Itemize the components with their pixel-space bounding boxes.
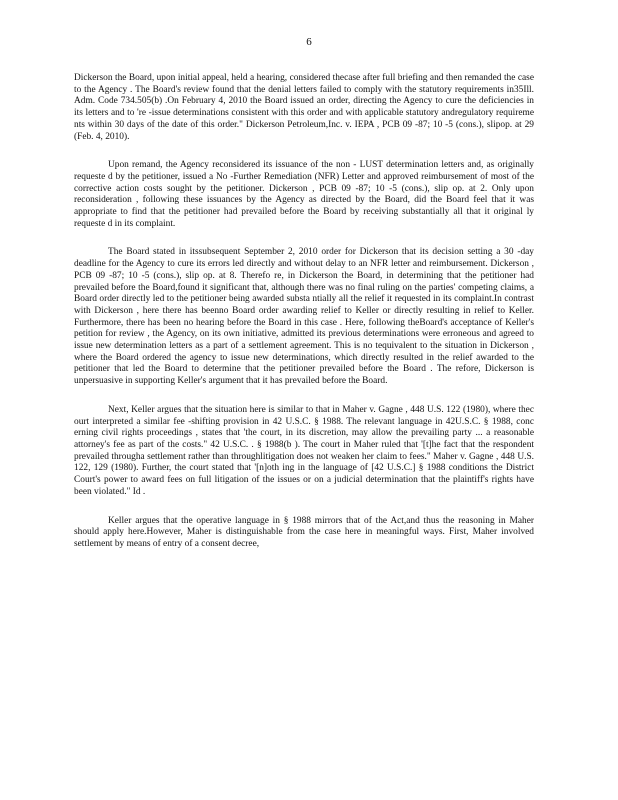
paragraph-maher-v-gagne: Next, Keller argues that the situation here is similar to that in Maher v. Gagne , 448 U.S. 122 (1980), where thec ourt interpreted a similar fee -shifting provision in 42 U.S.C. § 1988. The relevant language in 42U.S.C. § 1988, conc erning civil rights proceedings , states that 'the court, in its discretion, may allow the prevailing party ... a reasonable attorney's fee as part of the costs." 42 U.S.C. . § 1988(b ). The court in Maher ruled that '[t]he fact that the respondent prevailed througha settlement rather than throughlitigation does not weaken her claim to fees." Maher v. Gagne , 448 U.S. 122, 129 (1980). Further, the court stated that '[n]oth ing in the language of [42 U.S.C.] § 1988 conditions the District Court's power to award fees on full litigation of the issues or on a judicial determination that the plaintiff's rights have been violated." Id . <box>74 404 534 497</box>
page-number: 6 <box>306 36 312 48</box>
paragraph-operative-language: Keller argues that the operative language in § 1988 mirrors that of the Act,and thus the reasoning in Maher should apply here.However, Maher is distinguishable from the case here in meaningful ways. First, Maher involved settlement by means of entry of a consent decree, <box>74 515 534 549</box>
paragraph-remand: Upon remand, the Agency reconsidered its issuance of the non - LUST determination letters and, as originally requeste d by the petitioner, issued a No -Further Remediation (NFR) Letter and approved reimbursement of most of the corrective action costs sought by the petitioner. Dickerson , PCB 09 -87; 10 -5 (cons.), slip op. at 2. Only upon reconsideration , following these issuances by the Agency as directed by the Board, did the Board feel that it was appropriate to find that the petitioner had prevailed before the Board by receiving substantially all that it original ly requeste d in its complaint. <box>74 160 534 229</box>
body-text <box>74 73 534 568</box>
paragraph-dickerson-intro: Dickerson the Board, upon initial appeal, held a hearing, considered thecase after full briefing and then remanded the case to the Agency . The Board's review found that the denial letters failed to comply with the statutory requirements in35Ill. Adm. Code 734.505(b) .On February 4, 2010 the Board issued an order, directing the Agency to cure the deficiencies in its letters and to 're -issue determinations consistent with this order and with applicable statutory andregulatory requireme nts within 30 days of the date of this order." Dickerson Petroleum,Inc. v. IEPA , PCB 09 -87; 10 -5 (cons.), slipop. at 29 (Feb. 4, 2010). <box>74 73 534 142</box>
paragraph-board-stated: The Board stated in itssubsequent September 2, 2010 order for Dickerson that its decision setting a 30 -day deadline for the Agency to cure its errors led directly and without delay to an NFR letter and reimbursement. Dickerson , PCB 09 -87; 10 -5 (cons.), slip op. at 8. Therefo re, in Dickerson the Board, in determining that the petitioner had prevailed before the Board,found it significant that, although there was no final ruling on the parties' competing claims, a Board order directly led to the petitioner being awarded substa ntially all the relief it requested in its complaint.In contrast with Dickerson , here there has beenno Board order awarding relief to Keller or directly resulting in relief to Keller. Furthermore, there has been no hearing before the Board in this case . Here, following theBoard's acceptance of Keller's petition for review , the Agency, on its own initiative, admitted its previous determinations were erroneous and agreed to issue new determination letters as a part of a settlement agreement. This is no tequivalent to the situation in Dickerson , where the Board ordered the agency to issue new determinations, which directly resulted in the relief awarded to the petitioner that led the Board to determine that the petitioner prevailed before the Board . The refore, Dickerson is unpersuasive in supporting Keller's argument that it has prevailed before the Board. <box>74 247 534 387</box>
